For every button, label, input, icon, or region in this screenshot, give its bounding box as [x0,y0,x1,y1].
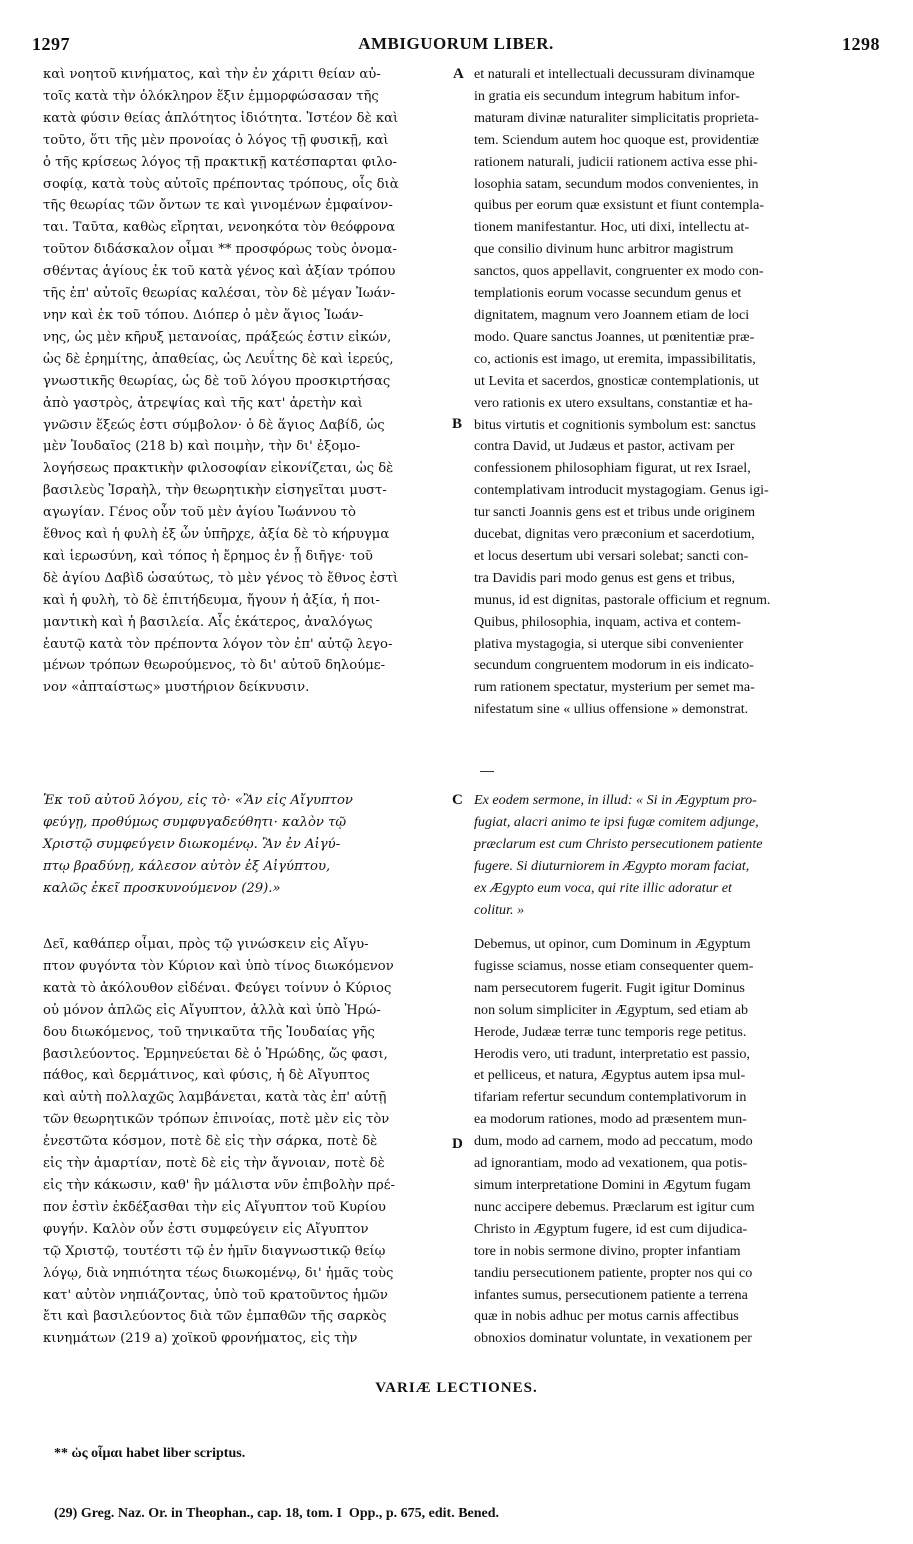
text-line: et pelliceus, et natura, Ægyptus autem ipsa mul- [474,1067,746,1084]
text-line: δὲ ἁγίου Δαβὶδ ὡσαύτως, τὸ μὲν γένος τὸ ἔθνος ἐστὶ [43,570,399,586]
text-line: fugisse sciamus, nosse etiam consequenter quem- [474,957,754,974]
section-divider [480,771,494,772]
text-line: quæ in nobis adhuc per motus carnis affectibus [474,1308,739,1325]
text-line: λόγῳ, διὰ νηπιότητα τέως διωκομένῳ, δι' ἡμᾶς τοὺς [43,1265,394,1281]
text-line: modo. Quare sanctus Joannes, ut pœnitentiæ præ- [474,328,755,345]
text-line: ea modorum rationes, modo ad præsentem mun- [474,1111,747,1128]
text-line: Christo in Ægyptum fugere, id est cum dijudica- [474,1220,748,1237]
text-line: μαντικὴ καὶ ἡ βασιλεία. Αἷς ἑκάτερος, ἀναλόγως [43,614,373,630]
text-line: fugiat, alacri animo te ipsi fugæ comitem adjunge, [474,813,759,830]
text-line: ad ignorantiam, modo ad vexationem, qua potis- [474,1155,748,1172]
text-line: sanctos, quos appellavit, congruenter ex modo con- [474,263,764,280]
text-line: ἔθνος καὶ ἡ φυλὴ ἐξ ὧν ὑπῆρχε, ἀξία δὲ τὸ κήρυγμα [43,527,390,543]
text-line: ὁ τῆς κρίσεως λόγος τῇ πρακτικῇ κατέσπαρται φιλο- [43,154,398,170]
text-line: νην καὶ ἐκ τοῦ τόπου. Διόπερ ὁ μὲν ἅγιος Ἰωάν- [43,307,364,323]
text-line: bitus virtutis et cognitionis symbolum est: sanctus [474,416,756,433]
variae-lectiones-heading: VARIÆ LECTIONES. [375,1380,538,1396]
text-line: καὶ ἡ φυλὴ, τὸ δὲ ἐπιτήδευμα, ἤγουν ἡ ἀξία, ἡ ποι- [43,592,380,608]
text-line: Debemus, ut opinor, cum Dominum in Ægyptum [474,936,751,952]
text-line: contemplativam introducit mystagogiam. Genus igi- [474,482,769,499]
text-line: καὶ ἱερωσύνη, καὶ τόπος ἡ ἔρημος ἐν ᾗ διῆγε· τοῦ [43,548,373,564]
text-line: rum rationem spectatur, mysterium per semet ma- [474,679,755,696]
text-line: Herode, Judææ terræ tunc temporis rege petitus. [474,1023,747,1040]
text-line: ἔτι καὶ βασιλεύοντος διὰ τῶν ἐμπαθῶν τῆς σαρκὸς [43,1309,387,1325]
text-line: τῶν θεωρητικῶν τρόπων ἐπινοίας, ποτὲ μὲν εἰς τὸν [43,1112,390,1128]
text-line: ἐνεστῶτα κόσμον, ποτὲ δὲ εἰς τὴν σάρκα, ποτὲ δὲ [43,1134,378,1150]
page-number-right: 1298 [842,34,880,54]
text-line: et naturali et intellectuali decussuram divinamque [474,66,755,82]
text-line: in gratia eis secundum integrum habitum infor- [474,87,740,104]
text-line: tionem manifestantur. Hoc, uti dixi, intellectu at- [474,219,750,236]
text-line: nunc accipere debemus. Præclarum est igitur cum [474,1198,755,1215]
text-line: πάθος, καὶ δερμάτινος, καὶ φύσις, ἡ δὲ Αἴγυπτος [43,1068,370,1084]
text-line: Χριστῷ συμφεύγειν διωκομένῳ. Ἂν ἐν Αἰγύ- [43,836,341,852]
text-line: nifestatum sine « ullius offensione » demonstrat. [474,701,749,718]
margin-letter-a: A [453,66,464,82]
text-line: ducebat, dignitas vero præconium et sacerdotium, [474,526,755,543]
text-line: præclarum est cum Christo persecutionem patiente [474,835,763,852]
text-line: κινημάτων (219 a) χοϊκοῦ φρονήματος, εἰς τὴν [43,1331,358,1347]
text-line: nam persecutorem fugerit. Fugit igitur Dominus [474,979,745,996]
margin-letter-d: D [452,1136,463,1152]
text-line: vero rationis ex utero exsultans, constantiæ et ha- [474,394,753,411]
text-line: rationem naturali, judicii rationem activa esse phi- [474,153,758,170]
text-line: que consilio divinum hunc arbitror magistrum [474,241,734,258]
margin-letter-b: B [452,416,463,432]
text-line: ex Ægypto eum voca, qui rite illic adoratur et [474,879,732,896]
text-line: plativa mystagogia, si uterque sibi convenienter [474,635,744,652]
text-line: εἰς τὴν κάκωσιν, καθ' ἣν μάλιστα νῦν ἐπιβολὴν πρέ- [43,1177,396,1193]
text-line: καὶ αὐτὴ πολλαχῶς λαμβάνεται, κατὰ τὰς ἐπ' αὐτῇ [43,1090,387,1106]
text-line: τοῖς κατὰ τὴν ὁλόκληρον ἕξιν ἐμμορφώσασαν τῆς [43,88,379,104]
text-line: βασιλεύοντος. Ἑρμηνεύεται δὲ ὁ Ἡρώδης, ὥς φασι, [43,1046,388,1062]
greek-column-bottom [43,934,453,1350]
text-line: Ἐκ τοῦ αὐτοῦ λόγου, εἰς τὸ· «Ἂν εἰς Αἴγυπτον [43,793,353,808]
text-line: κατ' αὐτὸν νηπιάζοντας, ὑπὸ τοῦ κρατοῦντος ἡμῶν [43,1287,388,1303]
text-line: tra Davidis pari modo genus est gens et tribus, [474,569,736,586]
latin-column-bottom [474,934,878,1350]
text-line: tur sancti Joannis gens est et tribus unde originem [474,504,756,521]
text-line: καλῶς ἐκεῖ προσκυνούμενον (29).» [43,880,281,896]
text-line: munus, id est dignitas, pastorale officium et regnum. [474,591,771,608]
text-line: quibus per eorum quæ exsistunt et fiunt contempla- [474,197,765,214]
text-line: tifariam refertur secundum contemplativorum in [474,1089,747,1106]
text-line: non solum simpliciter in Ægyptum, sed etiam ab [474,1001,749,1018]
text-line: ἀπὸ γαστρὸς, ἀτρεψίας καὶ τῆς κατ' ἀρετὴν καὶ [43,395,363,411]
text-line: tem. Sciendum autem hoc quoque est, providentiæ [474,131,759,148]
note-line: (29) Greg. Naz. Or. in Theophan., cap. 18, tom. I Opp., p. 675, edit. Bened. [54,1506,500,1521]
text-line: λογήσεως πρακτικὴν φιλοσοφίαν εἰκονίζεται, ὡς δὲ [43,461,394,477]
greek-lemma [43,790,453,900]
latin-column-top [474,64,878,721]
variae-lectiones-notes [54,1404,499,1544]
text-line: contra David, ut Judæus et pastor, activam per [474,438,735,455]
text-line: losophia satam, secundum modos convenientes, in [474,175,759,192]
text-line: αγωγίαν. Γένος οὖν τοῦ μὲν ἁγίου Ἰωάννου τὸ [43,505,356,521]
text-line: simum interpretatione Domini in Ægytum fugam [474,1176,751,1193]
text-line: templationis eorum vocasse secundum genus et [474,285,742,302]
text-line: Ex eodem sermone, in illud: « Si in Ægyptum pro- [474,792,757,808]
text-line: Quibus, philosophia, inquam, activa et contem- [474,613,741,630]
text-line: βασιλεὺς Ἰσραὴλ, τὴν θεωρητικὴν εἰσηγεῖται μυστ- [43,483,387,499]
greek-column-top [43,64,453,699]
text-line: εἰς τὴν ἁμαρτίαν, ποτὲ δὲ εἰς τὴν ἄγνοιαν, ποτὲ δὲ [43,1156,385,1172]
text-line: μένων τρόπων θεωρούμενος, τὸ δι' αὐτοῦ δηλούμε- [43,658,386,674]
page-number-left: 1297 [32,34,70,54]
text-line: et locus desertum ubi versari solebat; sancti con- [474,547,749,564]
text-line: confessionem philosophiam figurat, ut rex Israel, [474,460,751,477]
note-line: ** ὡς οἶμαι habet liber scriptus. [54,1446,246,1461]
text-line: dum, modo ad carnem, modo ad peccatum, modo [474,1133,753,1150]
text-line: τοῦτον διδάσκαλον οἶμαι ** προσφόρως τοὺς ὀνομα- [43,242,397,258]
text-line: infantes sumus, persecutionem patiente a terrena [474,1286,748,1303]
margin-letter-c: C [452,792,463,808]
text-line: φεύγῃ, προθύμως συμφυγαδεύθητι· καλὸν τῷ [43,814,347,830]
running-header [32,34,880,60]
text-line: τῆς ἐπ' αὐτοῖς θεωρίας καλέσαι, τὸν δὲ μέγαν Ἰωάν- [43,286,396,302]
text-line: πτον φυγόντα τὸν Κύριον καὶ ὑπὸ τίνος διωκόμενον [43,958,394,974]
text-line: μὲν Ἰουδαῖος (218 b) καὶ ποιμὴν, τὴν δι' ἐξομο- [43,439,361,455]
text-line: κατὰ τὸ ἀκόλουθον εἰδέναι. Φεύγει τοίνυν ὁ Κύριος [43,980,392,996]
text-line: σοφίᾳ, κατὰ τοὺς αὐτοῖς πρέποντας τρόπους, οἷς διὰ [43,176,399,192]
text-line: τοῦτο, ὅτι τῆς μὲν προνοίας ὁ λόγος τῇ φυσικῇ, καὶ [43,132,389,148]
text-line: κατὰ φύσιν θείας ἁπλότητος ἰδιότητα. Ἰστέον δὲ καὶ [43,110,399,126]
text-line: ut Levita et sacerdos, gnosticæ contemplationis, ut [474,372,759,389]
text-line: secundum congruentem modorum in eis indicato- [474,657,754,674]
text-line: maturam divinæ naturaliter simplicitatis proprieta- [474,109,759,126]
text-line: colitur. » [474,901,525,918]
text-line: dignitatem, magnum vero Joannem etiam de loci [474,306,750,323]
text-line: fugere. Si diuturniorem in Ægypto moram faciat, [474,857,750,874]
text-line: ἑαυτῷ κατὰ τὸν πρέποντα λόγον τὸν ἐπ' αὐτῷ λεγο- [43,636,393,652]
text-line: οὐ μόνον ἁπλῶς εἰς Αἴγυπτον, ἀλλὰ καὶ ὑπὸ Ἡρώ- [43,1002,381,1018]
text-line: tandiu persecutionem patiente, propter nos qui co [474,1264,753,1281]
text-line: καὶ νοητοῦ κινήματος, καὶ τὴν ἐν χάριτι θείαν αὐ- [43,67,381,82]
text-line: δου διωκόμενος, τοῦ τηνικαῦτα τῆς Ἰουδαίας γῆς [43,1024,375,1040]
text-line: νης, ὡς μὲν κῆρυξ μετανοίας, πράξεώς ἐστιν εἰκών, [43,329,392,345]
running-title: AMBIGUORUM LIBER. [358,34,554,53]
text-line: τῷ Χριστῷ, τουτέστι τῷ ἐν ἡμῖν διαγνωστικῷ θείῳ [43,1243,386,1259]
text-line: ται. Ταῦτα, καθὼς εἴρηται, νενοηκότα τὸν θεόφρονα [43,220,396,236]
text-line: Herodis vero, uti tradunt, interpretatio est passio, [474,1045,750,1062]
text-line: νον «ἀπταίστως» μυστήριον δείκνυσιν. [43,680,310,696]
text-line: πον ἐστὶν ἐκδέξασθαι τὴν εἰς Αἴγυπτον τοῦ Κυρίου [43,1199,386,1215]
text-line: φυγήν. Καλὸν οὖν ἐστι συμφεύγειν εἰς Αἴγυπτον [43,1221,369,1237]
text-line: σθέντας ἁγίους ἐκ τοῦ κατὰ γένος καὶ ἀξίαν τρόπου [43,264,396,280]
text-line: γνωστικῆς θεωρίας, ὡς δὲ τοῦ λόγου προσκιρτήσας [43,373,391,389]
text-line: γνῶσιν ἕξεώς ἐστι σύμβολον· ὁ δὲ ἅγιος Δαβίδ, ὡς [43,417,385,433]
text-line: τῆς θεωρίας τῶν ὄντων τε καὶ γινομένων ἐμφαίνον- [43,198,393,214]
text-line: ὡς δὲ ἐρημίτης, ἀπαθείας, ὡς Λευΐτης δὲ καὶ ἱερεύς, [43,351,394,367]
text-line: πτῳ βραδύνῃ, κάλεσον αὐτὸν ἐξ Αἰγύπτου, [43,858,331,874]
text-line: obnoxios dominatur voluntate, in vexationem per [474,1330,752,1347]
text-line: tore in nobis sermone divino, propter infantiam [474,1242,741,1259]
latin-lemma [474,790,878,921]
text-line: co, actionis est imago, ut eremita, impassibilitatis, [474,350,756,367]
text-line: Δεῖ, καθάπερ οἶμαι, πρὸς τῷ γινώσκειν εἰς Αἴγυ- [43,937,369,952]
